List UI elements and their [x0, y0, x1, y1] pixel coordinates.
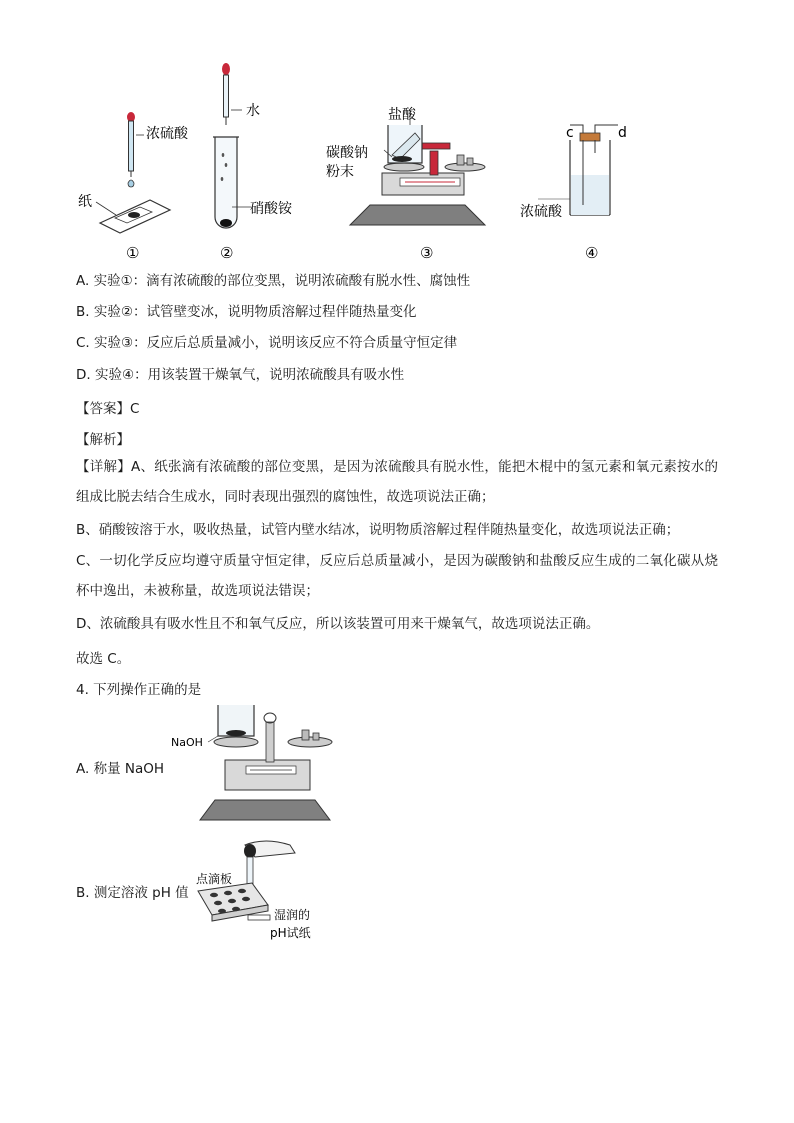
detail-c-paragraph: C、一切化学反应均遵守质量守恒定律，反应后总质量减小，是因为碳酸钠和盐酸反应生成的二氧化碳从烧杯中逸出，未被称量，故选项说法错误；: [76, 553, 718, 599]
conclusion: 故选 C。: [76, 651, 131, 667]
figure-3-balance: [350, 110, 485, 225]
detail-lead: 【详解】: [76, 459, 132, 475]
q4-figure-a-balance: [170, 700, 340, 825]
q4-option-a: A. 称量 NaOH: [76, 761, 165, 777]
q4-fig-a-label: NaOH: [171, 736, 203, 749]
fig2-water-label: 水: [246, 103, 260, 119]
detail-a-paragraph: [76, 452, 718, 512]
q4-fig-b-paper-label-2: pH试纸: [270, 926, 311, 940]
fig4-c-label: c: [566, 125, 574, 141]
detail-d-paragraph: D、浓硫酸具有吸水性且不和氧气反应，所以该装置可用来干燥氧气，故选项说法正确。: [76, 616, 600, 632]
fig3-powder-label-1: 碳酸钠: [326, 145, 368, 161]
question-4-stem: 4. 下列操作正确的是: [76, 682, 202, 698]
experiment-figures: [70, 55, 630, 270]
detail-b-paragraph: B、硝酸铵溶于水，吸收热量，试管内壁水结冰，说明物质溶解过程伴随热量变化，故选项说法正确；: [76, 522, 680, 538]
fig3-hcl-label: 盐酸: [388, 107, 416, 123]
fig2-salt-label: 硝酸铵: [250, 201, 292, 217]
figure-2-test-tube: [213, 63, 251, 228]
fig1-acid-label: 浓硫酸: [146, 126, 188, 142]
fig4-acid-label: 浓硫酸: [520, 204, 562, 220]
q4-figure-b-ph-test: [190, 833, 330, 948]
q3-option-a: A. 实验①：滴有浓硫酸的部位变黑，说明浓硫酸有脱水性、腐蚀性: [76, 273, 471, 289]
detail-a-text: A、纸张滴有浓硫酸的部位变黑，是因为浓硫酸具有脱水性，能把木棍中的氢元素和氧元素按水的组成比脱去结合生成水，同时表现出强烈的腐蚀性，故选项说法正确；: [76, 459, 719, 505]
figure-4-gas-bottle: [538, 125, 618, 215]
fig3-powder-label-2: 粉末: [326, 164, 354, 180]
q4-fig-b-plate-label: 点滴板: [196, 872, 233, 886]
answer-value: C: [130, 401, 140, 417]
q3-option-b: B. 实验②：试管壁变冰，说明物质溶解过程伴随热量变化: [76, 304, 417, 320]
fig4-d-label: d: [618, 125, 627, 141]
q3-option-d: D. 实验④：用该装置干燥氧气，说明浓硫酸具有吸水性: [76, 367, 405, 383]
answer-line: [76, 397, 139, 417]
q3-option-c: C. 实验③：反应后总质量减小，说明该反应不符合质量守恒定律: [76, 335, 458, 351]
q4-fig-b-paper-label-1: 湿润的: [274, 908, 311, 922]
q4-option-b: B. 测定溶液 pH 值: [76, 885, 189, 901]
fig1-paper-label: 纸: [78, 194, 92, 210]
answer-label: 【答案】: [76, 401, 130, 417]
fig2-number: ②: [220, 244, 234, 262]
fig4-number: ④: [585, 244, 599, 262]
fig3-number: ③: [420, 244, 434, 262]
analysis-heading: 【解析】: [76, 432, 130, 448]
fig1-number: ①: [126, 244, 140, 262]
